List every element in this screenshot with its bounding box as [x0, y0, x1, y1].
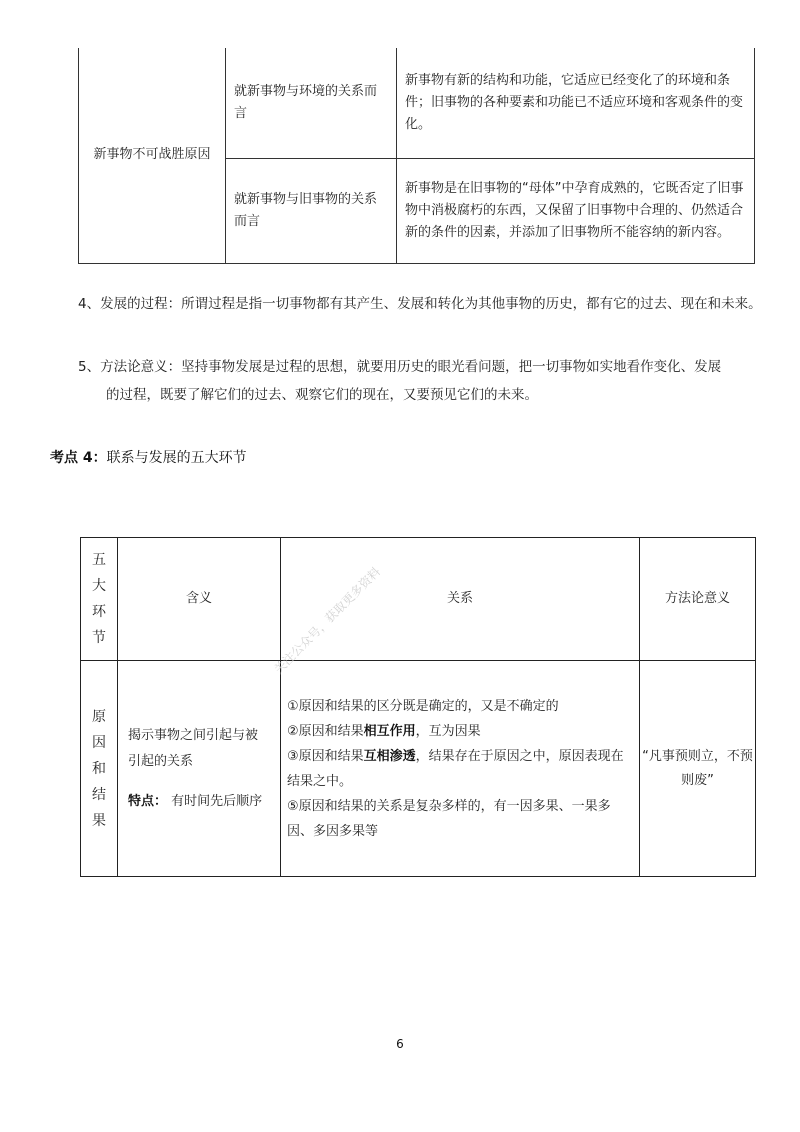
relation-cell [281, 661, 640, 877]
new-things-table [78, 48, 755, 264]
header-text: 含义 [185, 591, 212, 606]
detail-text: 新事物是在旧事物的“母体”中孕育成熟的，它既否定了旧事物中消极腐朽的东西，又保留了旧事物中合理的、仍然适合新的条件的因素，并添加了旧事物所不能容纳的新内容。 [405, 180, 744, 240]
name-char: 果 [92, 812, 106, 829]
detail-text: 新事物有新的结构和功能，它适应已经变化了的环境和条件；旧事物的各种要素和功能已不适应环境和客观条件的变化。 [405, 72, 744, 132]
table-row [79, 48, 755, 158]
header-char: 环 [92, 604, 106, 620]
section-heading [50, 447, 247, 467]
name-char: 结 [92, 786, 106, 803]
feature-text: 有时间先后顺序 [171, 793, 263, 809]
relation-emphasis: 相互作用 [363, 723, 416, 739]
vertical-link-name [91, 704, 107, 834]
paragraph-text: 5、方法论意义：坚持事物发展是过程的思想，就要用历史的眼光看问题，把一切事物如实地看作变化、发展 [78, 359, 722, 375]
row-header-text: 新事物不可战胜原因 [93, 147, 211, 163]
method-cell [640, 661, 756, 877]
relation-item [287, 744, 633, 794]
feature-label: 特点： [128, 793, 168, 809]
paragraph-methodology [78, 353, 768, 409]
relation-text: ③原因和结果 [287, 748, 364, 764]
page-number: 6 [396, 1037, 404, 1051]
table-row [81, 661, 756, 877]
row-header-cell [79, 48, 226, 263]
aspect-cell [226, 158, 397, 263]
detail-cell [397, 158, 755, 263]
name-char: 和 [92, 760, 106, 777]
aspect-text: 就新事物与环境的关系而言 [234, 83, 378, 121]
table-header-row [81, 538, 756, 661]
header-cell-meaning [118, 538, 281, 661]
header-cell-links [81, 538, 118, 661]
header-text: 关系 [446, 591, 473, 606]
heading-title: 联系与发展的五大环节 [106, 450, 247, 466]
link-name-cell [81, 661, 118, 877]
header-cell-method [640, 538, 756, 661]
relation-emphasis: 互相渗透 [363, 748, 416, 764]
header-char: 节 [92, 630, 106, 646]
relation-item: ⑤原因和结果的关系是复杂多样的，有一因多果、一果多因、多因多果等 [287, 798, 611, 839]
header-char: 五 [92, 552, 106, 568]
aspect-text: 就新事物与旧事物的关系而言 [234, 191, 378, 229]
detail-cell [397, 48, 755, 158]
heading-label: 考点 4： [50, 450, 107, 466]
name-char: 因 [92, 734, 106, 751]
paragraph-text: 4、发展的过程：所谓过程是指一切事物都有其产生、发展和转化为其他事物的历史，都有它的过去、现在和未来。 [78, 296, 762, 312]
method-text: “凡事预则立，不预则废” [642, 748, 753, 788]
name-char: 原 [92, 708, 106, 725]
relation-item: ①原因和结果的区分既是确定的，又是不确定的 [287, 698, 559, 714]
header-char: 大 [92, 578, 106, 594]
meaning-text: 揭示事物之间引起与被引起的关系 [128, 727, 259, 769]
aspect-cell [226, 48, 397, 158]
relation-item [287, 719, 633, 744]
relation-text: ②原因和结果 [287, 723, 364, 739]
five-links-table [80, 537, 756, 877]
meaning-cell [118, 661, 281, 877]
header-text: 方法论意义 [664, 591, 730, 606]
feature-line [128, 789, 270, 815]
watermark: 关注公众号，获取更多资料 [271, 564, 384, 677]
paragraph-continuation: 的过程，既要了解它们的过去、观察它们的现在，又要预见它们的未来。 [106, 387, 538, 403]
vertical-header [91, 547, 107, 651]
paragraph-development-process [78, 290, 768, 318]
relation-text: ，互为因果 [415, 723, 481, 739]
relation-text: ，结果存在于原因之中，原因表现在结果之中。 [287, 748, 624, 789]
